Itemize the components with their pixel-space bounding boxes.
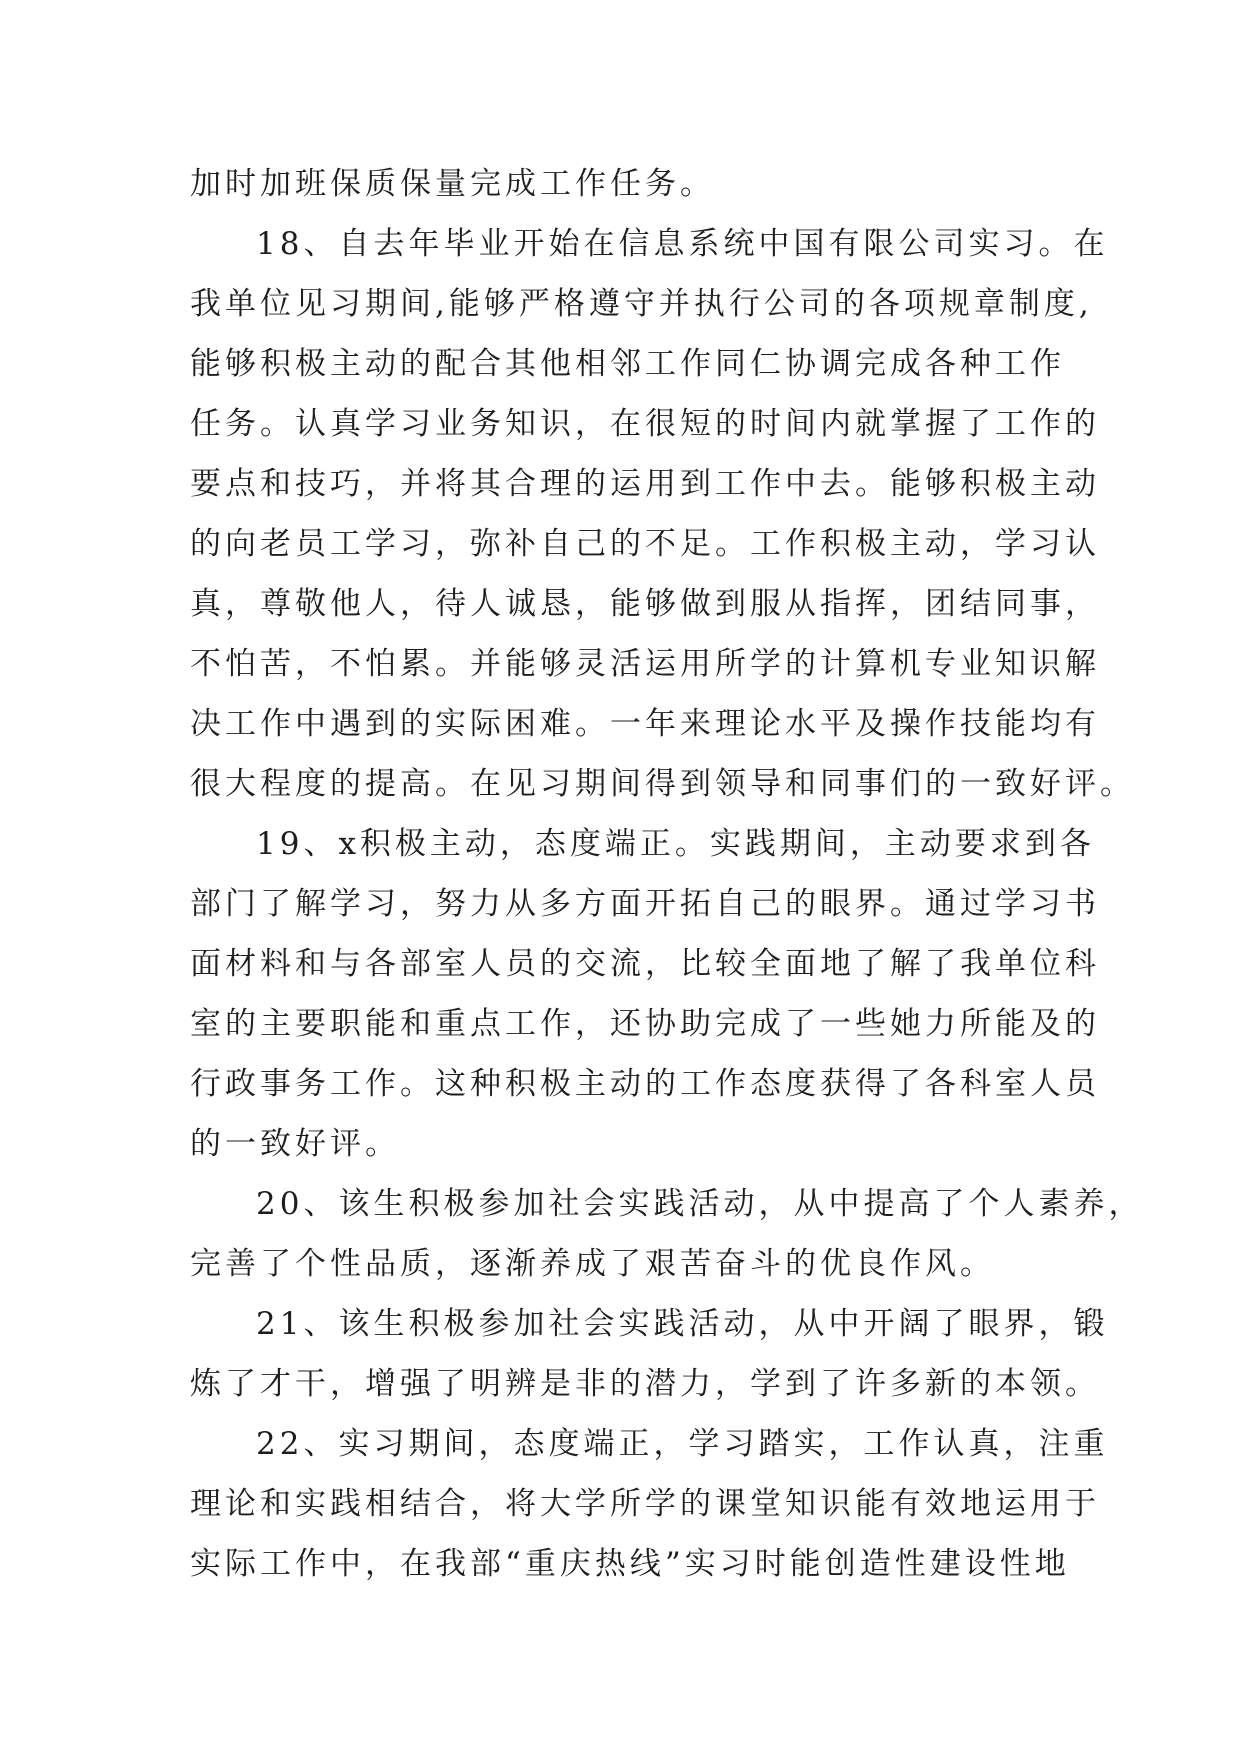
text-line: 19、x积极主动，态度端正。实践期间，主动要求到各 — [256, 826, 1095, 862]
document-body — [190, 154, 1144, 1594]
text-line: 面材料和与各部室人员的交流，比较全面地了解了我单位科 — [190, 946, 1100, 982]
text-line: 我单位见习期间,能够严格遵守并执行公司的各项规章制度, — [190, 286, 1093, 322]
text-line: 很大程度的提高。在见习期间得到领导和同事们的一致好评。 — [190, 766, 1135, 802]
text-line: 炼了才干，增强了明辨是非的潜力，学到了许多新的本领。 — [190, 1366, 1100, 1402]
text-line: 行政事务工作。这种积极主动的工作态度获得了各科室人员 — [190, 1066, 1100, 1102]
text-line: 18、自去年毕业开始在信息系统中国有限公司实习。在 — [256, 226, 1109, 262]
text-line: 加时加班保质保量完成工作任务。 — [190, 166, 715, 202]
text-line: 能够积极主动的配合其他相邻工作同仁协调完成各种工作 — [190, 346, 1065, 382]
text-line: 决工作中遇到的实际困难。一年来理论水平及操作技能均有 — [190, 706, 1100, 742]
text-line: 实际工作中，在我部“重庆热线”实习时能创造性建设性地 — [190, 1546, 1070, 1582]
text-line: 完善了个性品质，逐渐养成了艰苦奋斗的优良作风。 — [190, 1246, 995, 1282]
text-line: 部门了解学习，努力从多方面开拓自己的眼界。通过学习书 — [190, 886, 1100, 922]
text-line: 22、实习期间，态度端正，学习踏实，工作认真，注重 — [256, 1426, 1109, 1462]
text-line: 不怕苦，不怕累。并能够灵活运用所学的计算机专业知识解 — [190, 646, 1100, 682]
text-line: 理论和实践相结合，将大学所学的课堂知识能有效地运用于 — [190, 1486, 1100, 1522]
text-line: 任务。认真学习业务知识，在很短的时间内就掌握了工作的 — [190, 406, 1100, 442]
text-line: 20、该生积极参加社会实践活动，从中提高了个人素养， — [256, 1186, 1144, 1222]
text-line: 真，尊敬他人，待人诚恳，能够做到服从指挥，团结同事， — [190, 586, 1100, 622]
text-line: 室的主要职能和重点工作，还协助完成了一些她力所能及的 — [190, 1006, 1100, 1042]
text-line: 的一致好评。 — [190, 1126, 400, 1162]
text-line: 的向老员工学习，弥补自己的不足。工作积极主动，学习认 — [190, 526, 1100, 562]
text-line: 21、该生积极参加社会实践活动，从中开阔了眼界，锻 — [256, 1306, 1109, 1342]
text-line: 要点和技巧，并将其合理的运用到工作中去。能够积极主动 — [190, 466, 1100, 502]
